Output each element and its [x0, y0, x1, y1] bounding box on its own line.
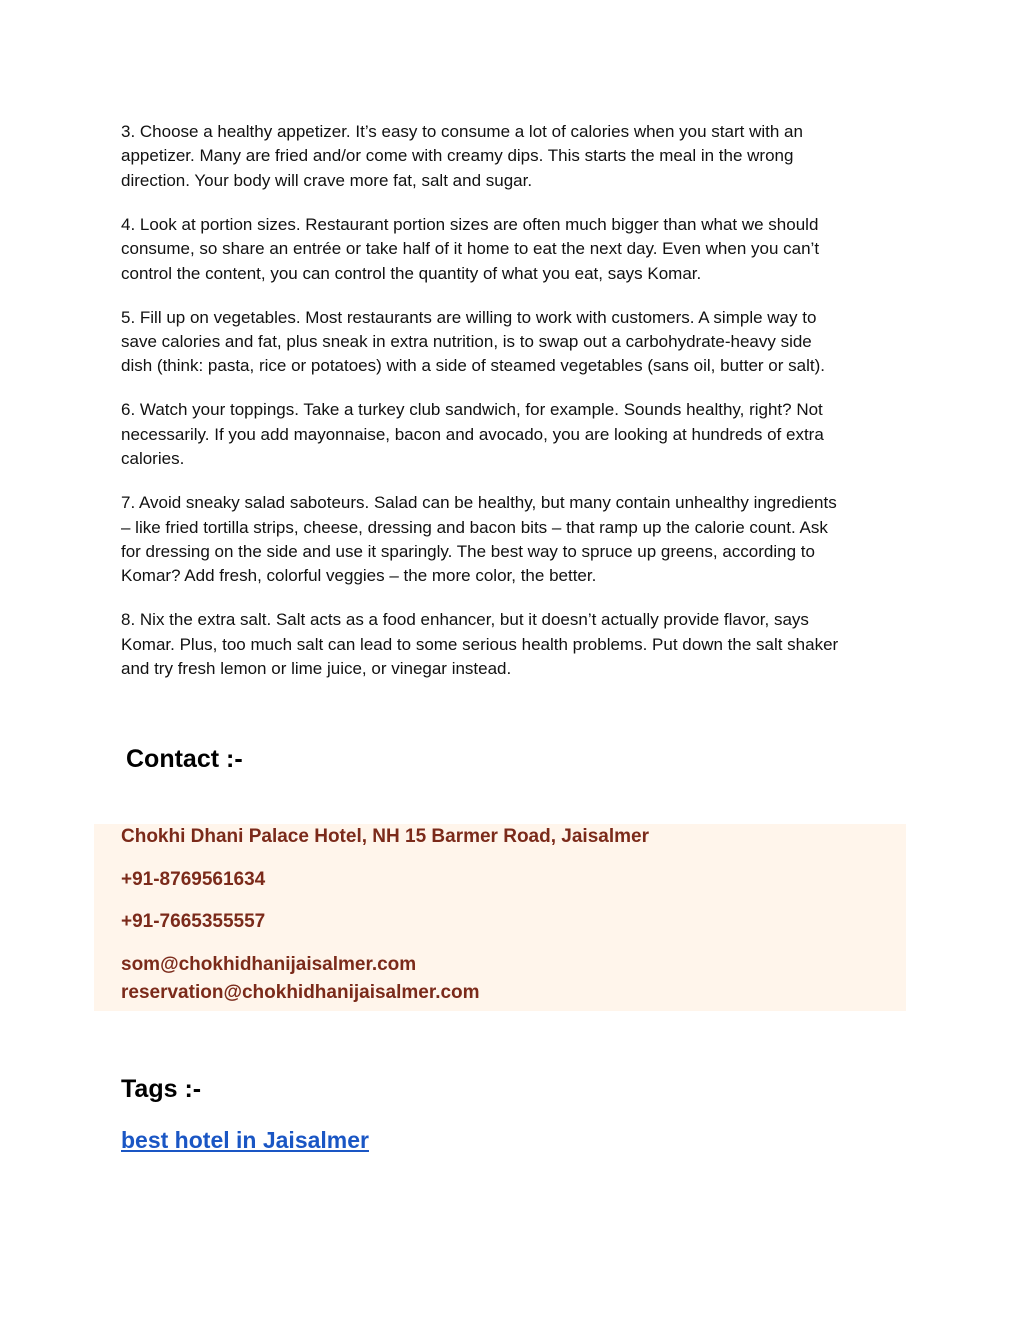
tip-paragraph-3: 3. Choose a healthy appetizer. It’s easy to consume a lot of calories when you start with an appetizer. Many are fried and/or come with creamy dips. This starts the meal in the wrong direction. Your body will crave more fat, salt and sugar.: [121, 122, 803, 190]
tip-paragraph-8: 8. Nix the extra salt. Salt acts as a food enhancer, but it doesn’t actually provide flavor, says Komar. Plus, too much salt can lead to some serious health problems. Put down the salt shaker and try fresh lemon or lime juice, or vinegar instead.: [121, 610, 839, 679]
tip-paragraph-5: 5. Fill up on vegetables. Most restaurants are willing to work with customers. A simple way to save calories and fat, plus sneak in extra nutrition, is to swap out a carbohydrate-heavy side dish (think: pasta, rice or potatoes) with a side of steamed vegetables (sans oil, butter or salt).: [121, 307, 825, 376]
contact-phone-1: +91-8769561634: [121, 869, 266, 890]
contact-phone-2: +91-7665355557: [121, 911, 266, 932]
tip-paragraph-6: 6. Watch your toppings. Take a turkey club sandwich, for example. Sounds healthy, right? Not necessarily. If you add mayonnaise, bacon and avocado, you are looking at hundreds of extra calories.: [121, 400, 824, 469]
tips-list: [121, 120, 911, 701]
contact-heading: Contact :-: [126, 745, 243, 773]
tip-paragraph-7: 7. Avoid sneaky salad saboteurs. Salad can be healthy, but many contain unhealthy ingredients – like fried tortilla strips, cheese, dressing and bacon bits – that ramp up the calorie count. Ask for dressing on the side and use it sparingly. The best way to spruce up greens, according to Komar? Add fresh, colorful veggies – the more color, the better.: [121, 493, 837, 586]
contact-box: [94, 824, 906, 1011]
tags-heading: Tags :-: [121, 1075, 202, 1103]
tip-paragraph-4: 4. Look at portion sizes. Restaurant portion sizes are often much bigger than what we should consume, so share an entrée or take half of it home to eat the next day. Even when you can’t control the content, you can control the quantity of what you eat, says Komar.: [121, 214, 820, 283]
contact-address: Chokhi Dhani Palace Hotel, NH 15 Barmer Road, Jaisalmer: [121, 826, 649, 847]
contact-email-2: reservation@chokhidhanijaisalmer.com: [121, 982, 480, 1003]
contact-email-1: som@chokhidhanijaisalmer.com: [121, 954, 417, 975]
tag-link-best-hotel[interactable]: best hotel in Jaisalmer: [121, 1127, 369, 1153]
